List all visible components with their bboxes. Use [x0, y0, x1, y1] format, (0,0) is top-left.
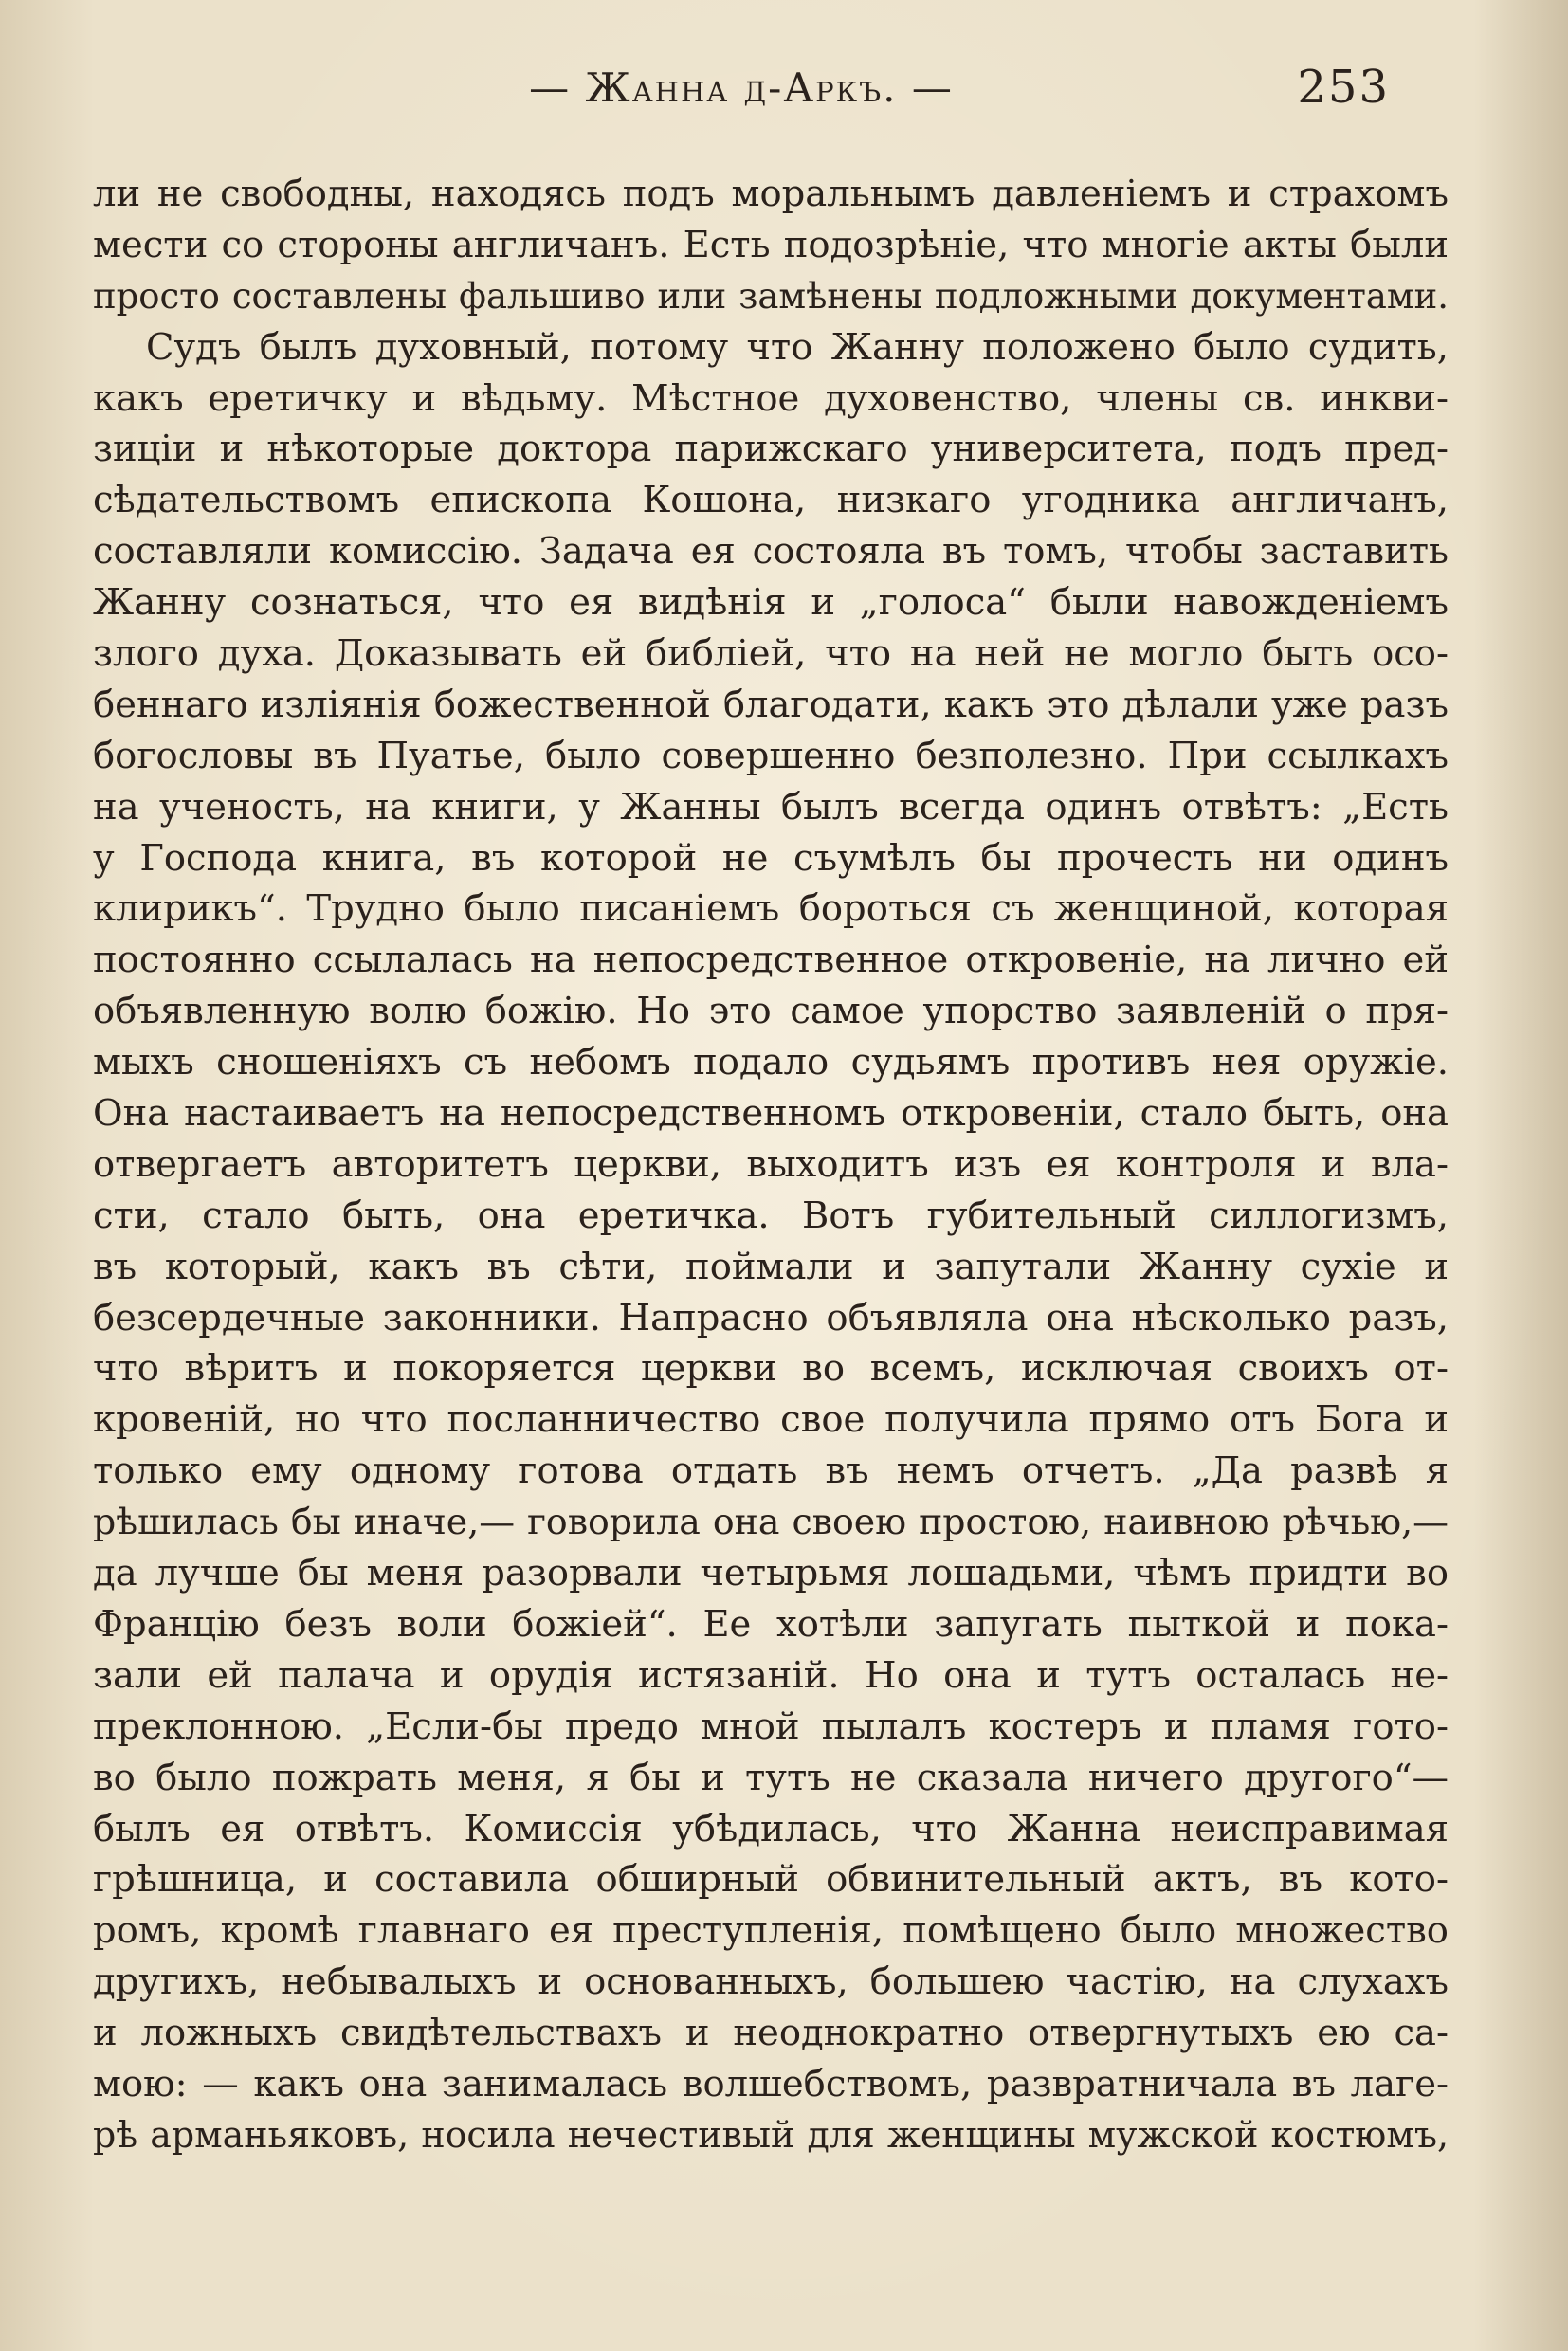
text-line: клирикъ“. Трудно было писаніемъ бороться съ женщиной, которая	[93, 887, 1449, 931]
text-line: мыхъ сношеніяхъ съ небомъ подало судьямъ противъ нея оружіе.	[93, 1041, 1449, 1084]
text-line: да лучше бы меня разорвали четырьмя лошадьми, чѣмъ придти во	[93, 1552, 1449, 1595]
text-line: злого духа. Доказывать ей библіей, что на ней не могло быть осо-	[93, 632, 1449, 676]
text-line: ромъ, кромѣ главнаго ея преступленія, помѣщено было множество	[93, 1909, 1449, 1953]
text-line: какъ еретичку и вѣдьму. Мѣстное духовенство, члены св. инкви-	[93, 376, 1449, 420]
text-line: сти, стало быть, она еретичка. Вотъ губительный силлогизмъ,	[93, 1194, 1449, 1237]
text-line: былъ ея отвѣтъ. Комиссія убѣдилась, что Жанна неисправимая	[93, 1807, 1449, 1850]
running-header	[93, 59, 1390, 125]
text-line: зиціи и нѣкоторые доктора парижскаго университета, подъ пред-	[93, 428, 1449, 471]
text-line: другихъ, небывалыхъ и основанныхъ, большею частію, на слухахъ	[93, 1960, 1449, 2004]
text-line: кровеній, но что посланничество свое получила прямо отъ Бога и	[93, 1398, 1449, 1442]
text-line: грѣшница, и составила обширный обвинительный актъ, въ кото-	[93, 1858, 1449, 1902]
text-line: беннаго изліянія божественной благодати, какъ это дѣлали уже разъ	[93, 683, 1449, 726]
text-line: постоянно ссылалась на непосредственное откровеніе, на лично ей	[93, 939, 1449, 982]
text-line: только ему одному готова отдать въ немъ отчетъ. „Да развѣ я	[93, 1449, 1449, 1493]
page-number: 253	[1297, 61, 1390, 114]
text-line: ли не свободны, находясь подъ моральнымъ давленіемъ и страхомъ	[93, 173, 1449, 215]
text-line: мести со стороны англичанъ. Есть подозрѣніе, что многіе акты были	[93, 223, 1449, 266]
text-line: во было пожрать меня, я бы и тутъ не сказала ничего другого“—	[93, 1756, 1449, 1799]
text-line: преклонною. „Если-бы предо мной пылалъ костеръ и пламя гото-	[93, 1704, 1449, 1748]
text-line: сѣдательствомъ епископа Кошона, низкаго угодника англичанъ,	[93, 479, 1449, 522]
text-line: и ложныхъ свидѣтельствахъ и неоднократно отвергнутыхъ ею са-	[93, 2012, 1449, 2055]
text-line: Она настаиваетъ на непосредственномъ откровеніи, стало быть, она	[93, 1092, 1449, 1136]
text-line: рѣшилась бы иначе,— говорила она своею простою, наивною рѣчью,—	[93, 1501, 1449, 1543]
text-line: отвергаетъ авторитетъ церкви, выходитъ изъ ея контроля и вла-	[93, 1142, 1449, 1186]
text-line: просто составлены фальшиво или замѣнены подложными документами.	[93, 275, 1449, 317]
running-title: — Жанна д-Аркъ. —	[529, 64, 954, 111]
text-line: у Господа книга, въ которой не съумѣлъ бы прочесть ни одинъ	[93, 836, 1449, 880]
text-line: Жанну сознаться, что ея видѣнія и „голоса“ были навожденіемъ	[93, 581, 1449, 625]
text-line: Францію безъ воли божіей“. Ее хотѣли запугать пыткой и пока-	[93, 1602, 1449, 1646]
text-line: рѣ арманьяковъ, носила нечестивый для женщины мужской костюмъ,	[93, 2113, 1449, 2156]
text-line: объявленную волю божію. Но это самое упорство заявленій о пря-	[93, 990, 1449, 1033]
text-line: на ученость, на книги, у Жанны былъ всегда одинъ отвѣтъ: „Есть	[93, 785, 1449, 829]
text-line: въ который, какъ въ сѣти, поймали и запутали Жанну сухіе и	[93, 1245, 1449, 1288]
text-line: мою: — какъ она занималась волшебствомъ, развратничала въ лаге-	[93, 2062, 1449, 2105]
text-line: что вѣритъ и покоряется церкви во всемъ, исключая своихъ от-	[93, 1347, 1449, 1391]
text-line: богословы въ Пуатье, было совершенно безполезно. При ссылкахъ	[93, 734, 1449, 777]
body-text	[93, 169, 1449, 2161]
text-line: Судъ былъ духовный, потому что Жанну положено было судить,	[146, 325, 1449, 369]
text-line: составляли комиссію. Задача ея состояла въ томъ, чтобы заставить	[93, 530, 1449, 574]
text-line: безсердечные законники. Напрасно объявляла она нѣсколько разъ,	[93, 1296, 1449, 1340]
text-line: зали ей палача и орудія истязаній. Но она и тутъ осталась не-	[93, 1653, 1449, 1697]
